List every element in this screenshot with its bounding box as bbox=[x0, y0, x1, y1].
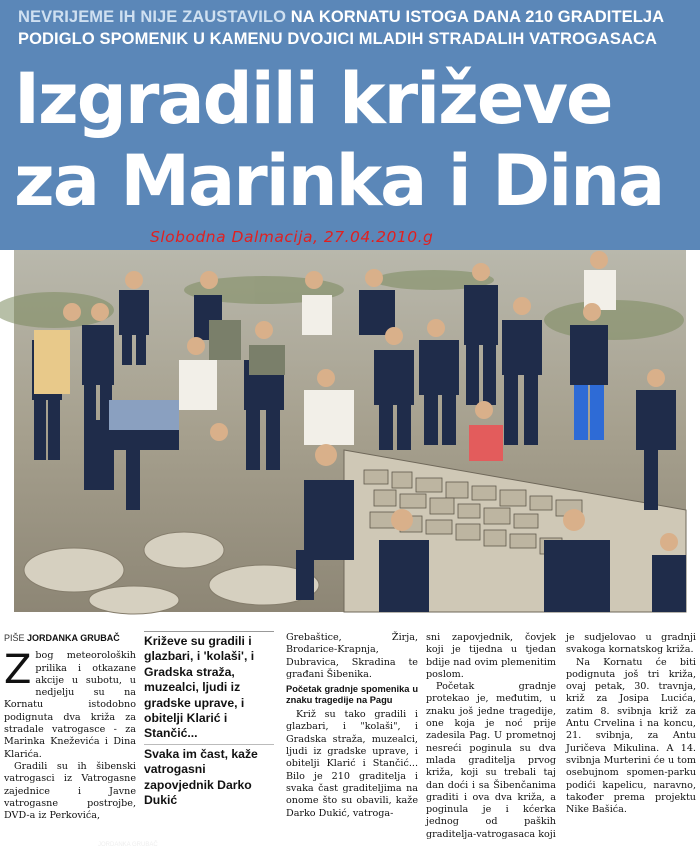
headline-line-2: za Marinka i Dina bbox=[14, 140, 664, 222]
article-paragraph: Grebaštice, Žirja, Brodarice-Krapnja, Dubravica, Skradina te građani Šibenika. bbox=[286, 632, 418, 680]
photo-illustration bbox=[14, 250, 686, 612]
byline bbox=[4, 632, 136, 644]
byline-prefix: PIŠE bbox=[4, 633, 25, 643]
headline bbox=[14, 58, 694, 222]
kicker-lead: NEVRIJEME IH NIJE ZAUSTAVILO bbox=[18, 8, 287, 26]
article-column-1 bbox=[4, 632, 136, 822]
article-column-3 bbox=[286, 632, 418, 820]
kicker bbox=[18, 6, 688, 50]
dropcap: Z bbox=[4, 647, 32, 694]
article-paragraph: Na Kornatu će biti podignuta još tri križa, ovaj petak, 30. travnja, križ za Josipa Lucića, zatim 8. svibnja križ za Antu Crvelina i na koncu, 21. svibnja, za Antu Juričeva Mikulina. A 14. svibnja Murterini će u tom osebujnom spomen-parku podići kapelicu, naravno, također prema projektu Nike Bašića. bbox=[566, 656, 696, 816]
byline-name: JORDANKA GRUBAČ bbox=[27, 633, 120, 643]
headline-line-1: Izgradili križeve bbox=[14, 58, 612, 140]
pull-quote-2: Svaka im čast, kaže vatrogasni zapovjednik Darko Dukić bbox=[144, 746, 258, 808]
article-column-5 bbox=[566, 632, 696, 816]
article-column-4 bbox=[426, 632, 556, 841]
photo-caption: Na Kornatu će se do 21. svibnja podići još tri križa bbox=[42, 820, 142, 840]
article-paragraph: Križ su tako gradili i glazbari, i "kolaši", i Gradska straža, muzealci, ljudi iz gradske uprave, i obitelji Klarić i Stančić... Bilo je 210 graditelja i svaka čast graditeljima na onome što su obavili, kaže Darko Dukić, vatroga- bbox=[286, 709, 418, 819]
source-label: Slobodna Dalmacija, 27.04.2010.g bbox=[150, 228, 434, 246]
article-subhead: Početak gradnje spomenika u znaku tragedije na Pagu bbox=[286, 684, 418, 706]
article-paragraph: sni zapovjednik, čovjek koji je tijedna u tjedan bdije nad ovim plemenitim poslom. bbox=[426, 632, 556, 680]
article-lead bbox=[4, 647, 136, 761]
pull-quote bbox=[144, 631, 274, 808]
article-paragraph: Gradili su ih šibenski vatrogasci iz Vatrogasne zajednice i Javne vatrogasne postrojbe, DVD-a iz Perkovića, bbox=[4, 760, 136, 822]
photo-credit: JORDANKA GRUBAČ bbox=[98, 842, 158, 848]
headline-banner bbox=[0, 0, 700, 250]
pull-quote-1: Križeve su gradili i glazbari, i 'kolaši', i Gradska straža, muzealci, ljudi iz gradske uprave, i obitelji Klarić i Stančić... bbox=[144, 634, 274, 745]
article-paragraph: Početak gradnje protekao je, međutim, u znaku još jedne tragedije, one koja je noć prije zadesila Pag. U prometnoj nesreći poginula su dva mlada graditelja prvog križa, koji su trebali taj dan doći i sa Šibenčanima graditi i ova dva križa, a poginula je i kćerka jednog od paških graditelja-vatrogasaca koji bbox=[426, 681, 556, 840]
article-lead-text: bog meteoroloških prilika i otkazane akcije u subotu, u nedjelju su na Kornatu istodobno podignuta dva križa za stradale vatrogasce - za Marinka Kneževića i Dina Klarića. bbox=[4, 650, 136, 760]
kicker-rest: NA KORNATU ISTOGA DANA 210 GRADITELJA PODIGLO SPOMENIK U KAMENU DVOJICI MLADIH STRADALIH VATROGASACA bbox=[18, 8, 664, 48]
article-paragraph: je sudjelovao u gradnji svakoga kornatskog križa. bbox=[566, 632, 696, 656]
